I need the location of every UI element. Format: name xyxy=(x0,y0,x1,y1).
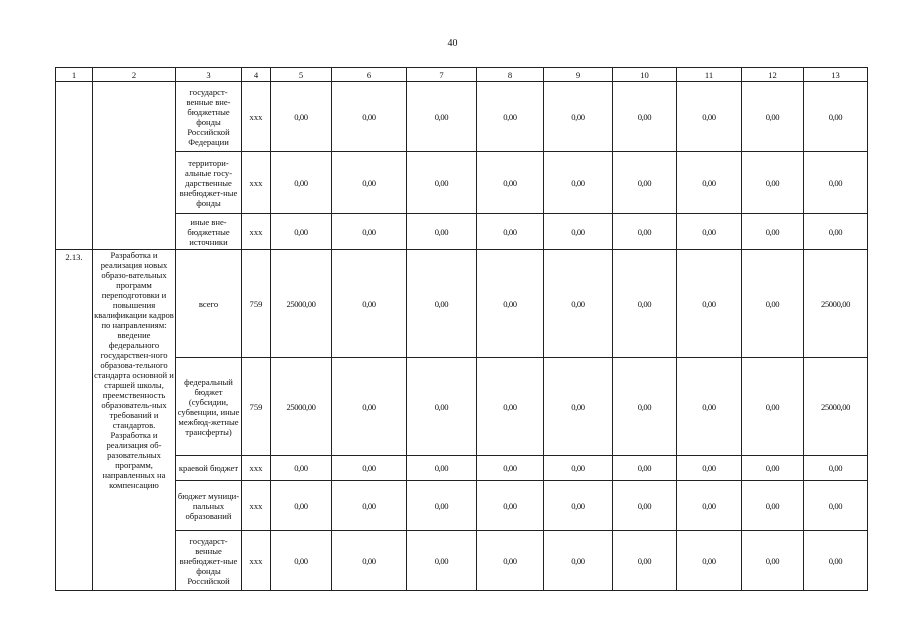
budget-table xyxy=(55,67,868,591)
value-cell: 0,00 xyxy=(271,456,332,481)
code-cell: ххх xyxy=(242,152,271,214)
table-row xyxy=(56,481,868,531)
value-cell: 0,00 xyxy=(613,250,677,358)
value-cell: 0,00 xyxy=(742,531,804,591)
table-row xyxy=(56,82,868,152)
value-cell: 0,00 xyxy=(804,456,868,481)
value-cell: 0,00 xyxy=(407,531,477,591)
value-cell: 0,00 xyxy=(804,82,868,152)
value-cell: 0,00 xyxy=(332,358,407,456)
source-cell: бюджет муници-пальных образований xyxy=(176,481,242,531)
value-cell: 0,00 xyxy=(804,481,868,531)
value-cell: 25000,00 xyxy=(271,358,332,456)
value-cell: 0,00 xyxy=(677,456,742,481)
col-header: 3 xyxy=(176,68,242,82)
value-cell: 0,00 xyxy=(613,214,677,250)
col-header: 4 xyxy=(242,68,271,82)
col-header: 8 xyxy=(477,68,544,82)
col-header: 11 xyxy=(677,68,742,82)
value-cell: 0,00 xyxy=(804,531,868,591)
header-row xyxy=(56,68,868,82)
table-row xyxy=(56,358,868,456)
source-cell: всего xyxy=(176,250,242,358)
value-cell: 0,00 xyxy=(544,481,613,531)
item-number: 2.13. xyxy=(56,250,93,591)
value-cell: 0,00 xyxy=(677,152,742,214)
code-cell: ххх xyxy=(242,456,271,481)
col-header: 1 xyxy=(56,68,93,82)
table-row xyxy=(56,250,868,358)
source-cell: государст-венные внебюджет-ные фонды Российской xyxy=(176,531,242,591)
code-cell: 759 xyxy=(242,358,271,456)
value-cell: 0,00 xyxy=(613,481,677,531)
table-row xyxy=(56,152,868,214)
value-cell: 0,00 xyxy=(332,82,407,152)
empty-number-cell xyxy=(56,82,93,250)
value-cell: 0,00 xyxy=(271,152,332,214)
code-cell: ххх xyxy=(242,531,271,591)
value-cell: 0,00 xyxy=(407,82,477,152)
source-cell: территори-альные госу-дарственные внебюджет-ные фонды xyxy=(176,152,242,214)
value-cell: 0,00 xyxy=(271,531,332,591)
value-cell: 0,00 xyxy=(477,481,544,531)
value-cell: 0,00 xyxy=(271,481,332,531)
value-cell: 0,00 xyxy=(742,358,804,456)
code-cell: 759 xyxy=(242,250,271,358)
value-cell: 0,00 xyxy=(271,214,332,250)
value-cell: 0,00 xyxy=(477,152,544,214)
item-name: Разработка и реализация новых образо-вательных программ переподготовки и повышения квалификации кадров по направлениям: введение федерального государствен-ного образова-тельного стандарта основной и старшей школы, преемственность образователь-ных требований и стандартов. Разработка и реализация об-разовательных программ, направленных на компенсацию xyxy=(93,250,176,591)
value-cell: 0,00 xyxy=(544,358,613,456)
value-cell: 0,00 xyxy=(742,152,804,214)
value-cell: 0,00 xyxy=(677,531,742,591)
value-cell: 0,00 xyxy=(742,82,804,152)
table-row xyxy=(56,531,868,591)
source-cell: иные вне-бюджетные источники xyxy=(176,214,242,250)
value-cell: 0,00 xyxy=(544,456,613,481)
value-cell: 0,00 xyxy=(477,358,544,456)
value-cell: 25000,00 xyxy=(271,250,332,358)
value-cell: 0,00 xyxy=(742,214,804,250)
value-cell: 0,00 xyxy=(407,456,477,481)
value-cell: 0,00 xyxy=(407,214,477,250)
table-row xyxy=(56,214,868,250)
col-header: 10 xyxy=(613,68,677,82)
value-cell: 0,00 xyxy=(407,152,477,214)
value-cell: 0,00 xyxy=(477,531,544,591)
value-cell: 0,00 xyxy=(332,152,407,214)
value-cell: 0,00 xyxy=(742,481,804,531)
page-number: 40 xyxy=(447,38,458,49)
col-header: 9 xyxy=(544,68,613,82)
col-header: 5 xyxy=(271,68,332,82)
value-cell: 0,00 xyxy=(804,152,868,214)
source-cell: краевой бюджет xyxy=(176,456,242,481)
value-cell: 0,00 xyxy=(271,82,332,152)
value-cell: 0,00 xyxy=(332,481,407,531)
code-cell: ххх xyxy=(242,214,271,250)
value-cell: 0,00 xyxy=(332,531,407,591)
value-cell: 0,00 xyxy=(477,214,544,250)
value-cell: 0,00 xyxy=(332,250,407,358)
value-cell: 0,00 xyxy=(332,456,407,481)
value-cell: 0,00 xyxy=(544,82,613,152)
value-cell: 0,00 xyxy=(477,82,544,152)
value-cell: 0,00 xyxy=(544,250,613,358)
value-cell: 0,00 xyxy=(613,531,677,591)
value-cell: 0,00 xyxy=(804,214,868,250)
code-cell: ххх xyxy=(242,481,271,531)
col-header: 12 xyxy=(742,68,804,82)
source-cell: государст-венные вне-бюджетные фонды Российской Федерации xyxy=(176,82,242,152)
value-cell: 0,00 xyxy=(677,250,742,358)
value-cell: 0,00 xyxy=(332,214,407,250)
value-cell: 0,00 xyxy=(677,481,742,531)
value-cell: 0,00 xyxy=(613,82,677,152)
value-cell: 0,00 xyxy=(544,152,613,214)
value-cell: 0,00 xyxy=(742,456,804,481)
value-cell: 0,00 xyxy=(677,214,742,250)
source-cell: федеральный бюджет (субсидии, субвенции, иные межбюд-жетные трансферты) xyxy=(176,358,242,456)
value-cell: 0,00 xyxy=(544,531,613,591)
value-cell: 0,00 xyxy=(477,250,544,358)
value-cell: 25000,00 xyxy=(804,358,868,456)
col-header: 7 xyxy=(407,68,477,82)
col-header: 13 xyxy=(804,68,868,82)
value-cell: 0,00 xyxy=(613,358,677,456)
value-cell: 0,00 xyxy=(677,82,742,152)
value-cell: 0,00 xyxy=(407,358,477,456)
table-row xyxy=(56,456,868,481)
value-cell: 0,00 xyxy=(544,214,613,250)
value-cell: 25000,00 xyxy=(804,250,868,358)
empty-name-cell xyxy=(93,82,176,250)
value-cell: 0,00 xyxy=(677,358,742,456)
code-cell: ххх xyxy=(242,82,271,152)
value-cell: 0,00 xyxy=(477,456,544,481)
col-header: 2 xyxy=(93,68,176,82)
col-header: 6 xyxy=(332,68,407,82)
value-cell: 0,00 xyxy=(613,456,677,481)
value-cell: 0,00 xyxy=(407,481,477,531)
value-cell: 0,00 xyxy=(407,250,477,358)
value-cell: 0,00 xyxy=(613,152,677,214)
value-cell: 0,00 xyxy=(742,250,804,358)
